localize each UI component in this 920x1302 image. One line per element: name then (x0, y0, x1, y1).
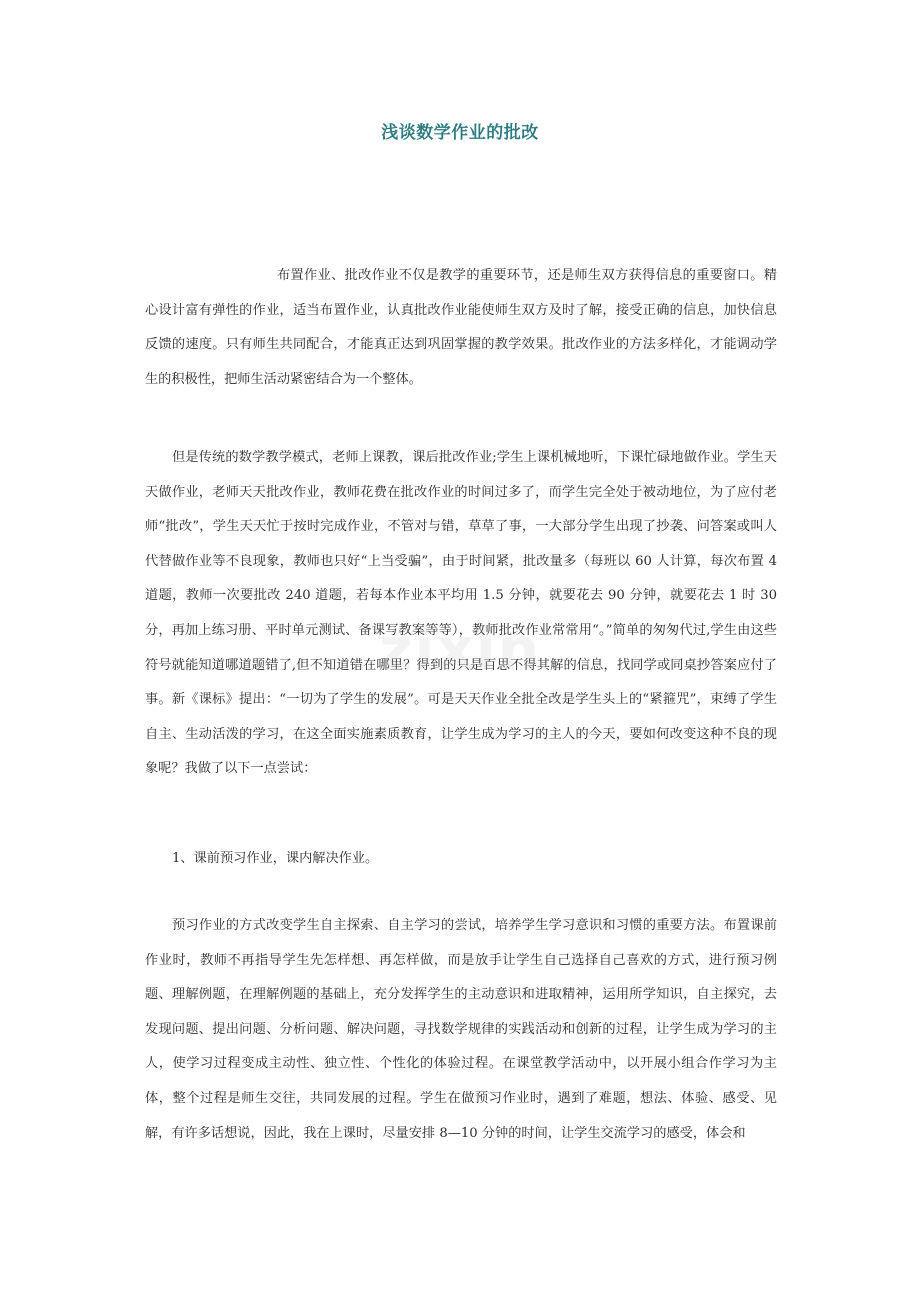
paragraph-traditional-model: 但是传统的数学教学模式，老师上课教，课后批改作业;学生上课机械地听，下课忙碌地做作业。学生天天做作业，老师天天批改作业，教师花费在批改作业的时间过多了，而学生完全处于被动地位，为了应付老师“批改”，学生天天忙于按时完成作业，不管对与错，草草了事，一大部分学生出现了抄袭、问答案或叫人代替做作业等不良现象，教师也只好“上当受骗”，由于时间紧，批改量多（每班以 60 人计算，每次布置 4 道题，教师一次要批改 240 道题，若每本作业本平均用 1.5 分钟，就要花去 90 分钟，就要花去 1 时 30 分，再加上练习册、平时单元测试、备课写教案等等），教师批改作业常常用“。”简单的匆匆代过,学生由这些符号就能知道哪道题错了,但不知道错在哪里？得到的只是百思不得其解的信息，找同学或同桌抄答案应付了事。新《课标》提出：“一切为了学生的发展”。可是天天作业全批全改是学生头上的“紧箍咒”，束缚了学生自主、生动活泼的学习，在这全面实施素质教育，让学生成为学习的主人的今天，要如何改变这种不良的现象呢？我做了以下一点尝试： (145, 450, 777, 777)
section-heading-1: 1、课前预习作业，课内解决作业。 (172, 851, 379, 866)
paragraph-intro: 布置作业、批改作业不仅是教学的重要环节，还是师生双方获得信息的重要窗口。精心设计富有弹性的作业，适当布置作业，认真批改作业能使师生双方及时了解，接受正确的信息，加快信息反馈的速度。只有师生共同配合，才能真正达到巩固掌握的教学效果。批改作业的方法多样化，才能调动学生的积极性，把师生活动紧密结合为一个整体。 (145, 268, 777, 387)
document-title: 浅谈数学作业的批改 (381, 123, 539, 143)
watermark-logo: zixin (378, 615, 542, 683)
paragraph-preview-homework: 预习作业的方式改变学生自主探索、自主学习的尝试，培养学生学习意识和习惯的重要方法。布置课前作业时，教师不再指导学生先怎样想、再怎样做，而是放手让学生自己选择自己喜欢的方式，进行预习例题、理解例题，在理解例题的基础上，充分发挥学生的主动意识和进取精神，运用所学知识，自主探究，去发现问题、提出问题、分析问题、解决问题，寻找数学规律的实践活动和创新的过程，让学生成为学习的主人，使学习过程变成主动性、独立性、个性化的体验过程。在课堂教学活动中，以开展小组合作学习为主体，整个过程是师生交往，共同发展的过程。学生在做预习作业时，遇到了难题，想法、体验、感受、见解，有许多话想说，因此，我在上课时，尽量安排 8—10 分钟的时间，让学生交流学习的感受，体会和 (145, 918, 777, 1141)
